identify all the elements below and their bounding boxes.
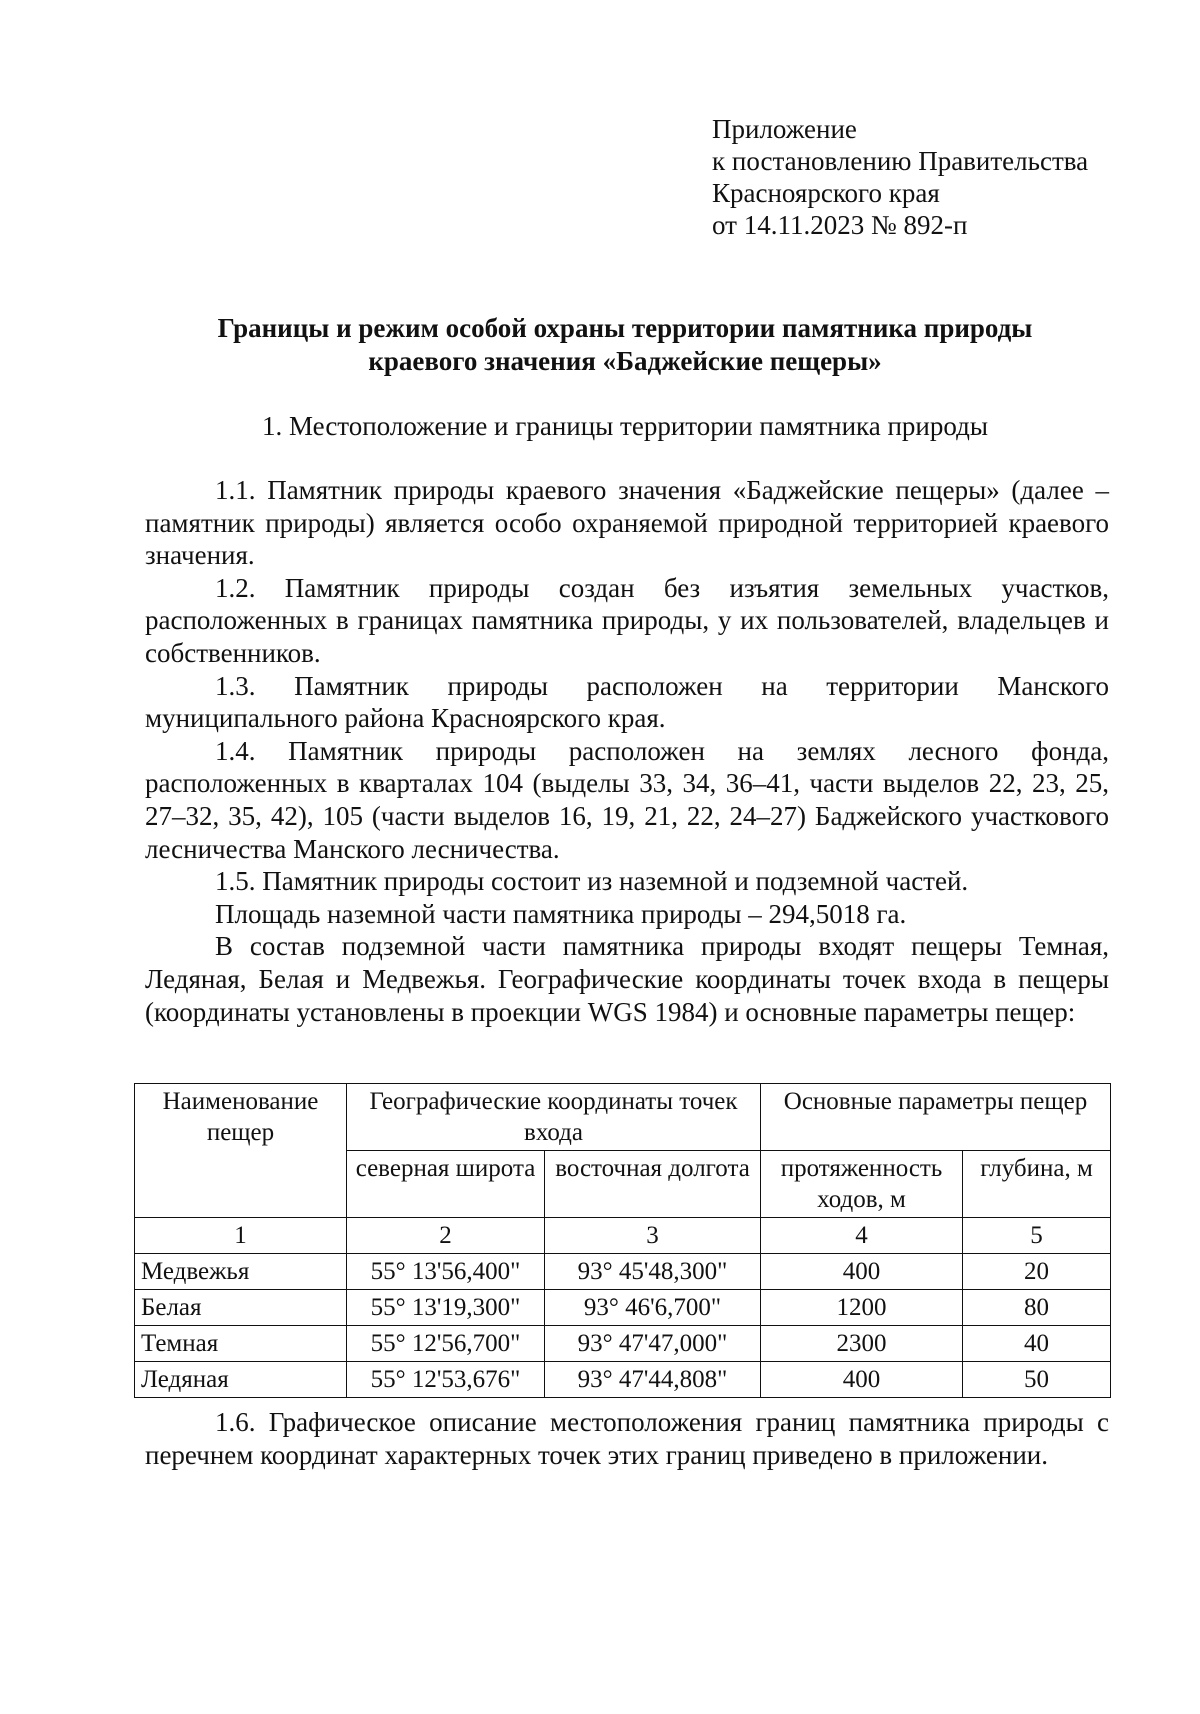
appendix-line: от 14.11.2023 № 892-п <box>712 210 968 240</box>
closing-section <box>145 1406 1109 1472</box>
cave-longitude: 93° 47'44,808" <box>545 1362 761 1398</box>
cave-latitude: 55° 13'19,300" <box>347 1290 545 1326</box>
paragraph-1-4: 1.4. Памятник природы расположен на землях лесного фонда, расположенных в кварталах 104 (выделы 33, 34, 36–41, части выделов 22, 23, 25, 27–32, 35, 42), 105 (части выделов 16, 19, 21, 22, 24–27) Баджейского участкового лесничества Манского лесничества. <box>145 735 1109 864</box>
header-longitude: восточная долгота <box>545 1151 761 1218</box>
cave-longitude: 93° 47'47,000" <box>545 1326 761 1362</box>
cave-depth: 20 <box>963 1254 1111 1290</box>
title-line: краевого значения «Баджейские пещеры» <box>368 346 882 376</box>
appendix-line: Красноярского края <box>712 178 940 208</box>
paragraph-area: Площадь наземной части памятника природы – 294,5018 га. <box>215 898 907 929</box>
paragraph-1-1: 1.1. Памятник природы краевого значения «Баджейские пещеры» (далее – памятник природы) является особо охраняемой природной территорией краевого значения. <box>145 475 1109 571</box>
header-parameters: Основные параметры пещер <box>761 1084 1111 1151</box>
paragraph-1-5: 1.5. Памятник природы состоит из наземной и подземной частей. <box>215 866 969 897</box>
cave-name: Медвежья <box>135 1254 347 1290</box>
cave-name: Темная <box>135 1326 347 1362</box>
cave-name: Белая <box>135 1290 347 1326</box>
title-line: Границы и режим особой охраны территории памятника природы <box>217 313 1033 343</box>
table-row <box>135 1254 1111 1290</box>
header-cave-name: Наименование пещер <box>135 1084 347 1218</box>
paragraph-1-6: 1.6. Графическое описание местоположения границ памятника природы с перечнем координат характерных точек этих границ приведено в приложении. <box>145 1407 1109 1470</box>
column-number: 1 <box>135 1218 347 1254</box>
caves-table <box>134 1083 1111 1398</box>
paragraph-caves: В состав подземной части памятника природы входят пещеры Темная, Ледяная, Белая и Медвежья. Географические координаты точек входа в пещеры (координаты установлены в проекции WGS 1984) и основные параметры пещер: <box>145 931 1109 1027</box>
section-body <box>145 474 1109 1028</box>
cave-length: 400 <box>761 1362 963 1398</box>
paragraph-1-3: 1.3. Памятник природы расположен на территории Манского муниципального района Красноярского края. <box>145 670 1109 734</box>
header-depth: глубина, м <box>963 1151 1111 1218</box>
column-number: 4 <box>761 1218 963 1254</box>
header-coordinates: Географические координаты точек входа <box>347 1084 761 1151</box>
appendix-line: Приложение <box>712 114 857 144</box>
header-length: протяженность ходов, м <box>761 1151 963 1218</box>
cave-longitude: 93° 45'48,300" <box>545 1254 761 1290</box>
column-numbers-row <box>135 1218 1111 1254</box>
cave-depth: 50 <box>963 1362 1111 1398</box>
cave-depth: 80 <box>963 1290 1111 1326</box>
column-number: 3 <box>545 1218 761 1254</box>
cave-length: 2300 <box>761 1326 963 1362</box>
table-row <box>135 1362 1111 1398</box>
cave-latitude: 55° 13'56,400" <box>347 1254 545 1290</box>
table-row <box>135 1290 1111 1326</box>
column-number: 2 <box>347 1218 545 1254</box>
cave-length: 400 <box>761 1254 963 1290</box>
cave-depth: 40 <box>963 1326 1111 1362</box>
appendix-line: к постановлению Правительства <box>712 146 1089 176</box>
cave-latitude: 55° 12'56,700" <box>347 1326 545 1362</box>
cave-name: Ледяная <box>135 1362 347 1398</box>
column-number: 5 <box>963 1218 1111 1254</box>
cave-latitude: 55° 12'53,676" <box>347 1362 545 1398</box>
table-row <box>135 1326 1111 1362</box>
appendix-header <box>712 113 1088 241</box>
cave-length: 1200 <box>761 1290 963 1326</box>
document-title <box>140 312 1110 378</box>
paragraph-1-2: 1.2. Памятник природы создан без изъятия земельных участков, расположенных в границах памятника природы, у их пользователей, владельцев и собственников. <box>145 572 1109 668</box>
cave-longitude: 93° 46'6,700" <box>545 1290 761 1326</box>
section-heading: 1. Местоположение и границы территории памятника природы <box>262 411 988 441</box>
header-latitude: северная широта <box>347 1151 545 1218</box>
